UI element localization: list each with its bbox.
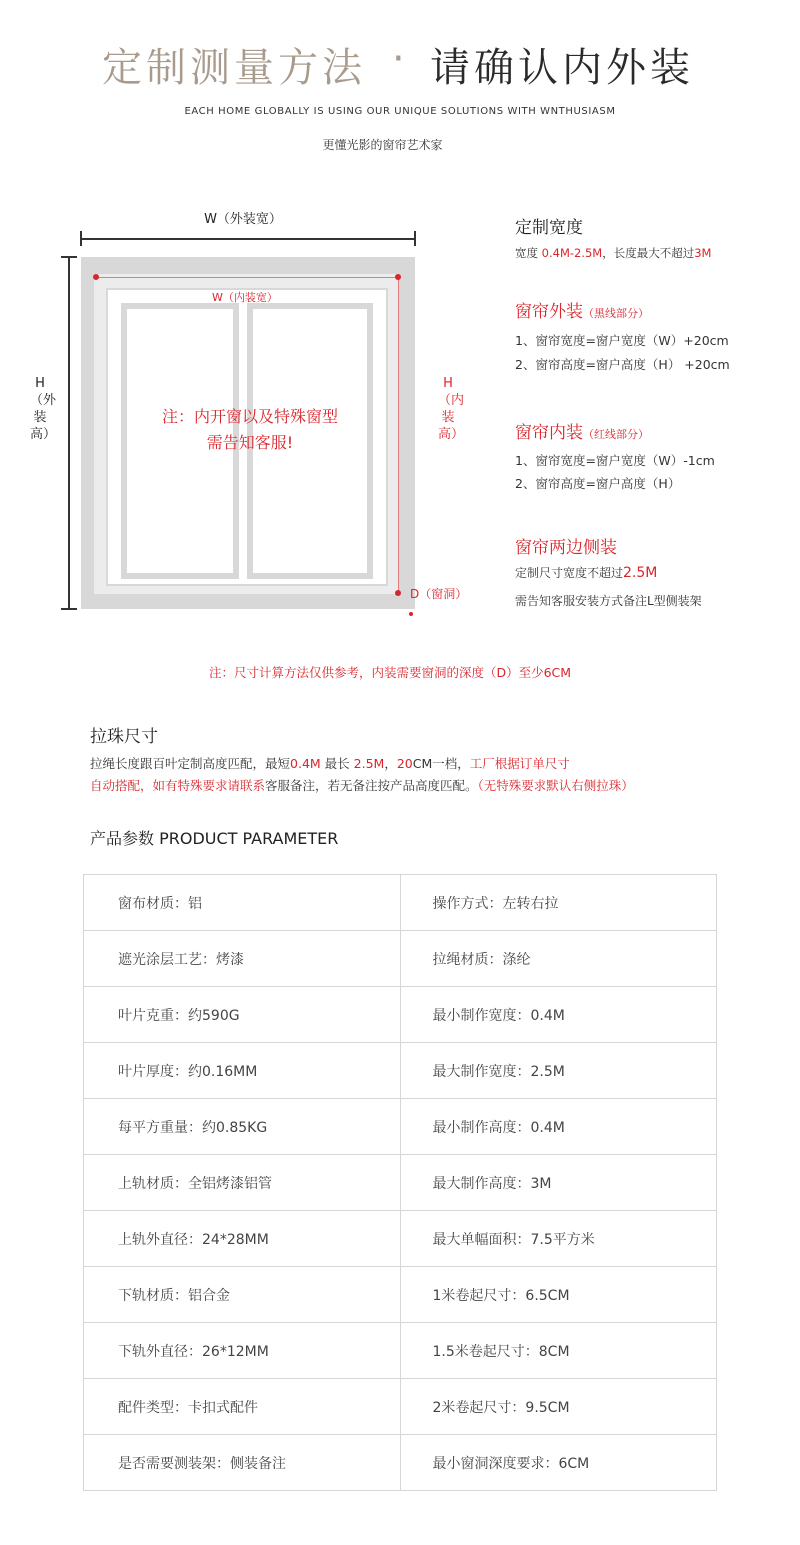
param-cell-left: 上轨材质：全铝烤漆铝管: [84, 1155, 401, 1211]
param-cell-left: 是否需要测装架：侧装备注: [84, 1435, 401, 1491]
param-cell-right: 最小制作高度：0.4M: [400, 1099, 717, 1155]
measurement-note: 注：尺寸计算方法仅供参考，内装需要窗洞的深度（D）至少6CM: [208, 665, 572, 680]
pull-bead-title: 拉珠尺寸: [90, 727, 158, 747]
marker-dot: [93, 274, 99, 280]
depth-label: D（窗洞）: [410, 587, 468, 601]
custom-width-title: 定制宽度: [515, 218, 583, 238]
pull-bead-line2: 自动搭配，如有特殊要求请联系客服备注，若无备注按产品高度匹配。（无特殊要求默认右侧拉珠）: [90, 778, 634, 793]
inner-mount-line2: 2、窗帘高度=窗户高度（H）: [515, 476, 681, 491]
custom-width-text: 宽度 0.4M-2.5M，长度最大不超过3M: [515, 246, 712, 260]
param-cell-right: 2米卷起尺寸：9.5CM: [400, 1379, 717, 1435]
inner-width-line: [96, 277, 399, 278]
param-cell-right: 最小窗洞深度要求：6CM: [400, 1435, 717, 1491]
table-row: [84, 1267, 717, 1323]
outer-height-label: H（外装高）: [30, 376, 57, 442]
title-separator: ·: [392, 36, 405, 82]
special-window-note: [120, 404, 380, 456]
marker-dot: [395, 274, 401, 280]
param-cell-right: 最小制作宽度：0.4M: [400, 987, 717, 1043]
param-cell-left: 叶片厚度：约0.16MM: [84, 1043, 401, 1099]
marker-dot: [395, 590, 401, 596]
inner-mount-line1: 1、窗帘宽度=窗户宽度（W）-1cm: [515, 453, 715, 468]
param-cell-right: 1.5米卷起尺寸：8CM: [400, 1323, 717, 1379]
table-row: [84, 1379, 717, 1435]
parameter-table: [83, 874, 717, 1491]
page-title-confirm: 请确认内外装: [430, 45, 694, 91]
outer-width-tick-right: [414, 231, 416, 246]
pull-bead-line1: 拉绳长度跟百叶定制高度匹配，最短0.4M 最长 2.5M，20CM一档，工厂根据订单尺寸: [90, 756, 570, 771]
table-row: [84, 1323, 717, 1379]
param-cell-left: 叶片克重：约590G: [84, 987, 401, 1043]
param-cell-left: 上轨外直径：24*28MM: [84, 1211, 401, 1267]
param-cell-right: 操作方式：左转右拉: [400, 875, 717, 931]
param-cell-right: 拉绳材质：涤纶: [400, 931, 717, 987]
inner-mount-heading: 窗帘内装（红线部分）: [515, 423, 649, 443]
subtitle-english: EACH HOME GLOBALLY IS USING OUR UNIQUE SOLUTIONS WITH WNTHUSIASM: [184, 106, 616, 117]
table-row: [84, 1211, 717, 1267]
outer-mount-heading: 窗帘外装（黑线部分）: [515, 302, 649, 322]
table-row: [84, 987, 717, 1043]
outer-height-tick-top: [61, 256, 77, 258]
param-cell-left: 每平方重量：约0.85KG: [84, 1099, 401, 1155]
side-mount-line1: 定制尺寸宽度不超过2.5M: [515, 565, 658, 581]
param-cell-left: 配件类型：卡扣式配件: [84, 1379, 401, 1435]
param-cell-right: 最大制作宽度：2.5M: [400, 1043, 717, 1099]
product-parameter-title: 产品参数 PRODUCT PARAMETER: [90, 829, 339, 848]
outer-height-line: [68, 256, 70, 610]
table-row: [84, 1435, 717, 1491]
param-cell-left: 窗布材质：铝: [84, 875, 401, 931]
subtitle-chinese: 更懂光影的窗帘艺术家: [322, 138, 443, 152]
table-row: [84, 1155, 717, 1211]
inner-width-label: W（内装宽）: [212, 291, 278, 304]
param-cell-right: 最大制作高度：3M: [400, 1155, 717, 1211]
special-window-note-line2: 需告知客服!: [206, 433, 294, 452]
param-cell-left: 下轨外直径：26*12MM: [84, 1323, 401, 1379]
marker-dot: [409, 612, 413, 616]
outer-mount-line2: 2、窗帘高度=窗户高度（H） +20cm: [515, 357, 730, 372]
inner-height-label: H（内装高）: [438, 376, 465, 442]
outer-height-tick-bottom: [61, 608, 77, 610]
side-mount-line2: 需告知客服安装方式备注L型侧装架: [515, 594, 702, 608]
outer-mount-line1: 1、窗帘宽度=窗户宽度（W）+20cm: [515, 333, 729, 348]
table-row: [84, 1043, 717, 1099]
param-cell-left: 下轨材质：铝合金: [84, 1267, 401, 1323]
inner-height-line: [398, 277, 399, 593]
table-row: [84, 1099, 717, 1155]
param-cell-right: 最大单幅面积：7.5平方米: [400, 1211, 717, 1267]
outer-width-line: [80, 238, 416, 240]
outer-width-tick-left: [80, 231, 82, 246]
outer-width-label: W（外装宽）: [204, 212, 282, 227]
param-cell-right: 1米卷起尺寸：6.5CM: [400, 1267, 717, 1323]
side-mount-title: 窗帘两边侧装: [515, 538, 617, 558]
special-window-note-line1: 注：内开窗以及特殊窗型: [161, 407, 338, 426]
param-cell-left: 遮光涂层工艺：烤漆: [84, 931, 401, 987]
table-row: [84, 931, 717, 987]
page-title-measure: 定制测量方法: [102, 45, 366, 91]
table-row: [84, 875, 717, 931]
